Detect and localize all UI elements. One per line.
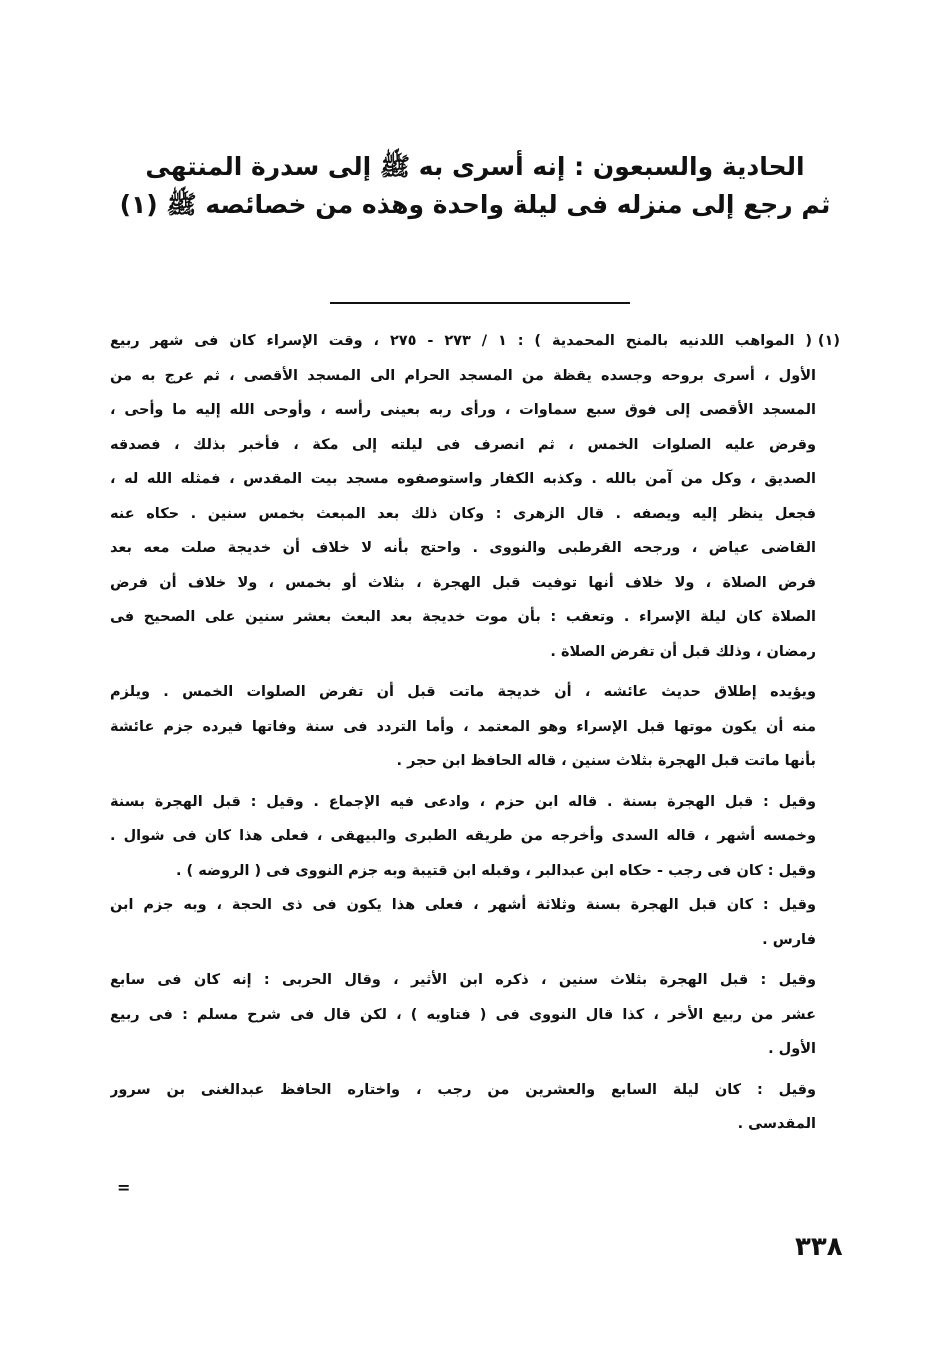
paragraph-line: وقيل : قبل الهجرة بثلاث سنين ، ذكره ابن الأثير ، وقال الحربى : إنه كان فى سابع xyxy=(110,972,816,988)
section-title xyxy=(110,148,840,224)
paragraph-line: المقدسى . xyxy=(737,1116,816,1132)
footnote-line: الصلاة كان ليلة الإسراء . وتعقب : بأن موت خديجة بعد البعث بعشر سنين على الصحيح فى xyxy=(110,609,816,625)
footnote-line: فجعل ينظر إليه ويصفه . قال الزهرى : وكان ذلك بعد المبعث بخمس سنين . حكاه عنه xyxy=(110,505,816,522)
footnote-line: رمضان ، وذلك قبل أن تفرض الصلاة . xyxy=(550,643,816,660)
page-number: ٣٣٨ xyxy=(795,1232,843,1262)
title-line-1: الحادية والسبعون : إنه أسرى به ﷺ إلى سدرة المنتهى xyxy=(145,152,805,181)
footnote-line: الصديق ، وكل من آمن بالله . وكذبه الكفار واستوصفوه مسجد بيت المقدس ، فمثله الله له ، xyxy=(110,471,816,487)
footnote-marker: (١) xyxy=(817,333,840,349)
footnote-line: الأول ، أسرى بروحه وجسده يقظة من المسجد الحرام الى المسجد الأقصى ، ثم عرج به من xyxy=(110,367,816,384)
footnote-line: القاضى عياض ، ورجحه القرطبى والنووى . واحتج بأنه لا خلاف أن خديجة صلت معه بعد xyxy=(110,540,816,556)
title-line-2: ثم رجع إلى منزله فى ليلة واحدة وهذه من خصائصه ﷺ (١) xyxy=(119,190,831,219)
footnote-line: فرض الصلاة ، ولا خلاف أنها توفيت قبل الهجرة ، بثلاث أو بخمس ، ولا خلاف أن فرض xyxy=(110,574,816,591)
footnote-text: ( المواهب اللدنيه بالمنح المحمدية ) : ١ / ٢٧٣ - ٢٧٥ ، وقت الإسراء كان فى شهر ربيع xyxy=(110,333,812,349)
paragraph-line: وقيل : كان قبل الهجرة بسنة وثلاثة أشهر ، فعلى هذا يكون فى ذى الحجة ، وبه جزم ابن xyxy=(110,897,816,913)
footnote-body xyxy=(110,324,840,1142)
paragraph-line: الأول . xyxy=(768,1041,816,1057)
paragraph-line: وقيل : كان ليلة السابع والعشرين من رجب ، واختاره الحافظ عبدالغنى بن سرور xyxy=(110,1081,816,1098)
paragraph-line: فارس . xyxy=(762,931,816,948)
footnote-line xyxy=(110,324,840,359)
footnote-divider xyxy=(330,302,630,304)
paragraph-line: عشر من ربيع الأخر ، كذا قال النووى فى ( فتاويه ) ، لكن قال فى شرح مسلم : فى ربيع xyxy=(110,1006,816,1023)
paragraph-line: وقيل : قبل الهجرة بسنة . قاله ابن حزم ، وادعى فيه الإجماع . وقيل : قبل الهجرة بسنة xyxy=(110,793,816,810)
paragraph-line: وخمسه أشهر ، قاله السدى وأخرجه من طريقه الطبرى والبيهقى ، فعلى هذا كان فى شوال . xyxy=(110,828,816,844)
paragraph-line: منه أن يكون موتها قبل الإسراء وهو المعتمد ، وأما التردد فى سنة وفاتها فيرده جزم عائشة xyxy=(110,718,816,735)
paragraph-line: وقيل : كان فى رجب - حكاه ابن عبدالبر ، وقبله ابن قتيبة وبه جزم النووى فى ( الروضه ) . xyxy=(175,862,816,879)
footnote-line: وقرض عليه الصلوات الخمس ، ثم انصرف فى ليلته إلى مكة ، فأخبر بذلك ، فصدقه xyxy=(110,436,816,453)
continuation-mark: = xyxy=(117,1178,131,1197)
paragraph-line: ويؤيده إطلاق حديث عائشه ، أن خديجة ماتت قبل أن تفرض الصلوات الخمس . ويلزم xyxy=(110,684,816,700)
footnote-line: المسجد الأقصى إلى فوق سبع سماوات ، ورأى ربه بعينى رأسه ، وأوحى الله إليه ما وأحى ، xyxy=(110,402,816,418)
paragraph-line: بأنها ماتت قبل الهجرة بثلاث سنين ، قاله الحافظ ابن حجر . xyxy=(396,753,816,769)
